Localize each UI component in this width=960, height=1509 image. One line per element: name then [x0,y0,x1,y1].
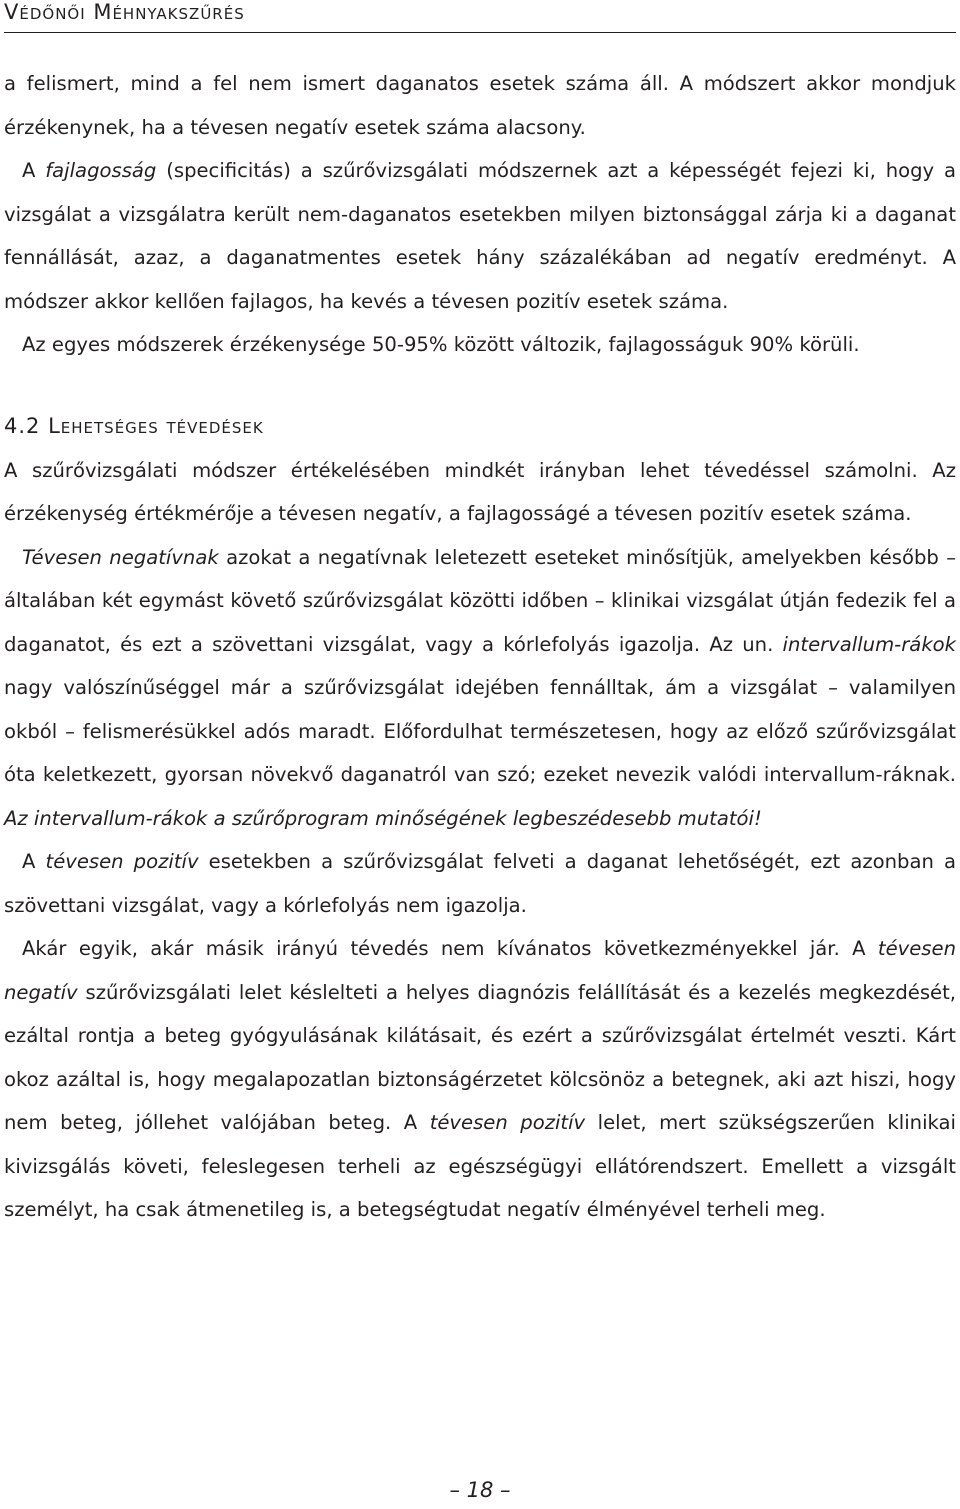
paragraph [4,449,956,536]
text-run: (specificitás) a szűrővizsgálati módszernek azt a képességét fejezi ki, hogy a vizsgálat a vizsgálatra került nem-daganatos esetekben milyen biztonsággal zárja ki a daganat fennállását, azaz, a daganatmentes esetek hány százalékában ad negatív eredményt. A módszer akkor kellően fajlagos, ha kevés a tévesen pozitív esetek száma. [4,159,956,313]
emphasized-text: Tévesen negatívnak [22,545,219,569]
text-run: szűrővizsgálati lelet késlelteti a helyes diagnózis felállítását és a kezelés megkezdését, ezáltal rontja a beteg gyógyulásának kilátásait, és ezért a szűrővizsgálat értelmét veszti. Kárt okoz azáltal is, hogy megalapozatlan biztonságérzetet kölcsönöz a betegnek, aki azt hiszi, hogy nem beteg, jóllehet valójában beteg. A [4,980,956,1134]
paragraph [4,323,956,367]
text-run: A [22,850,46,873]
body-text [4,62,956,1232]
emphasized-text: tévesen negatív [4,937,956,1004]
text-run: nagy valószínűséggel már a szűrővizsgálat idejében fennálltak, ám a vizsgálat – valamilyen okból – felismerésükkel adós maradt. Előfordulhat természetesen, hogy az előző szűrővizsgálat óta keletkezett, gyorsan növekvő daganatról van szó; ezeket nevezik valódi intervallum-ráknak. [4,676,956,786]
emphasized-text: tévesen pozitív [429,1111,586,1134]
emphasized-text: Az intervallum-rákok a szűrőprogram minőségének legbeszédesebb mutatói! [4,806,762,830]
emphasized-text: fajlagosság [45,159,157,182]
running-head: Védőnői Méhnyakszűrés [4,0,245,24]
text-run: Akár egyik, akár másik irányú tévedés nem kívánatos következményekkel jár. A [22,937,878,960]
paragraph [4,840,956,927]
header-rule [4,32,956,33]
paragraph [4,536,956,841]
text-run: Az egyes módszerek érzékenysége 50-95% között változik, fajlagosságuk 90% körüli. [22,333,860,356]
text-run: A szűrővizsgálati módszer értékelésében mindkét irányban lehet tévedéssel számolni. Az érzékenység értékmérője a tévesen negatív, a fajlagosságé a tévesen pozitív esetek száma. [4,458,956,525]
emphasized-text: intervallum-rákok [782,632,956,656]
paragraph [4,927,956,1232]
paragraphs-after-heading [4,449,956,1232]
paragraph [4,62,956,149]
paragraph [4,149,956,323]
section-heading: 4.2 Lehetséges tévedések [4,413,264,438]
emphasized-text: tévesen pozitív [45,850,199,873]
text-run: a felismert, mind a fel nem ismert daganatos esetek száma áll. A módszert akkor mondjuk érzékenynek, ha a tévesen negatív esetek száma alacsony. [4,72,956,139]
page-number: – 18 – [449,1478,511,1502]
paragraphs-before-heading [4,62,956,367]
text-run: lelet, mert szükségszerűen klinikai kivizsgálás követi, feleslegesen terheli az egészségügyi ellátórendszert. Emellett a vizsgált személyt, ha csak átmenetileg is, a betegségtudat negatív élményével terheli meg. [4,1111,956,1221]
text-run: A [22,159,46,182]
text-run: esetekben a szűrővizsgálat felveti a daganat lehetőségét, ezt azonban a szövettani vizsgálat, vagy a kórlefolyás nem igazolja. [4,850,956,917]
text-run: azokat a negatívnak leletezett eseteket minősítjük, amelyekben később – általában két egymást követő szűrővizsgálat közötti időben – klinikai vizsgálat útján fedezik fel a daganatot, és ezt a szövettani vizsgálat, vagy a kórlefolyás igazolja. Az un. [4,545,957,656]
